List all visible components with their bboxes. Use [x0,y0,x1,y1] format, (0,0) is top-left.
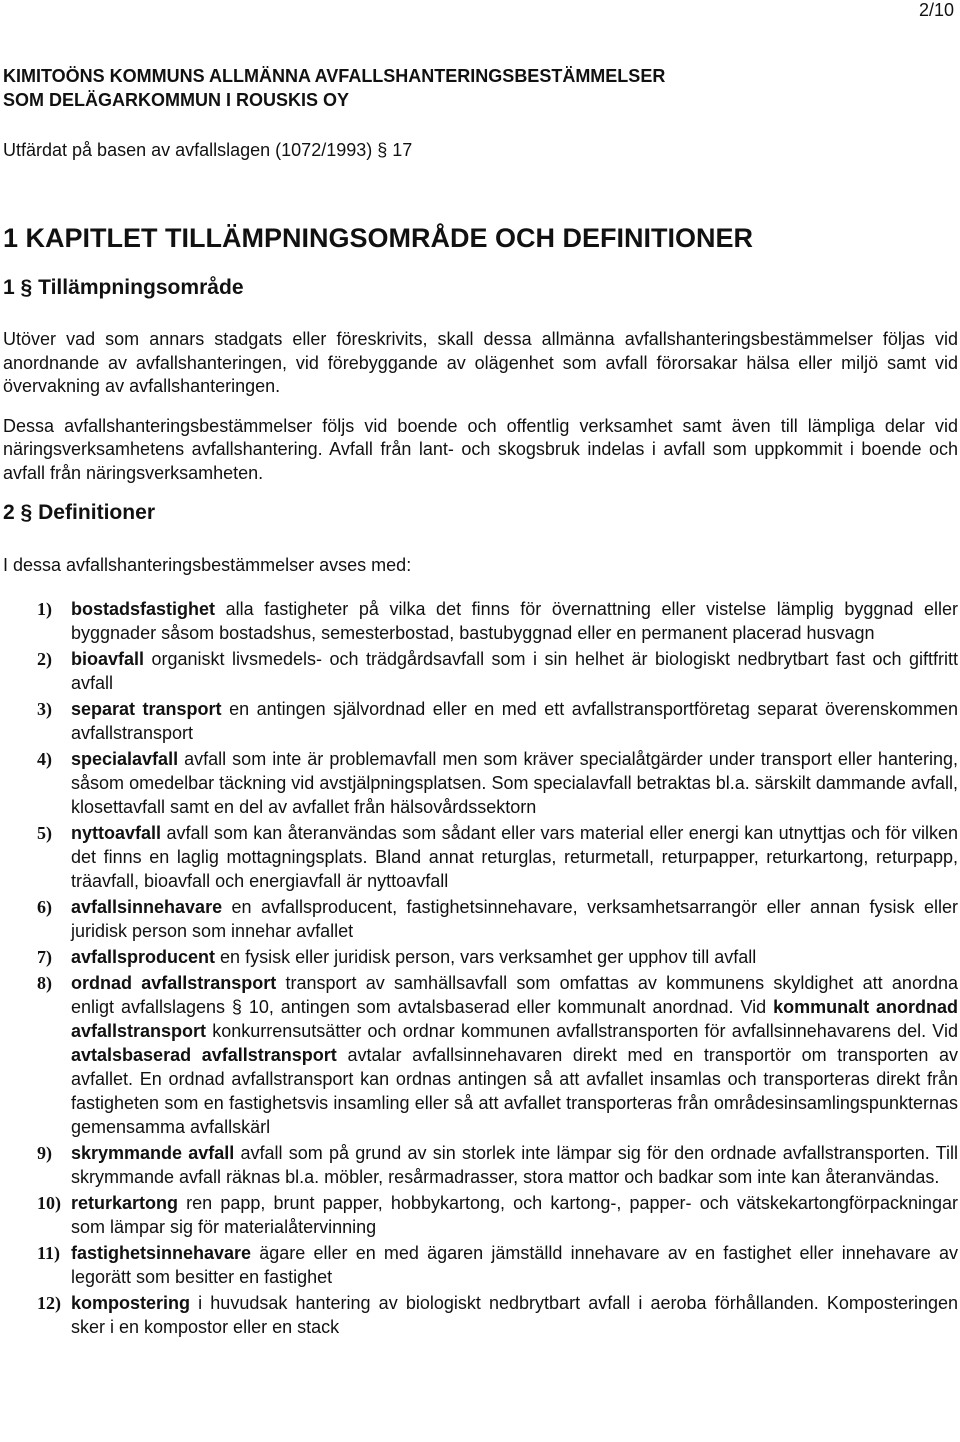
definition-number: 2) [37,649,52,669]
definition-text: alla fastigheter på vilka det finns för övernattning eller vistelse lämplig byggnad eller byggnader såsom bostadshus, semesterbostad, bastubyggnad eller en permanent placerad husvagn [71,599,958,643]
definition-number: 12) [37,1293,61,1313]
definition-text: en antingen självordnad eller en med ett avfallstransportföretag separat överenskommen avfallstransport [71,699,959,743]
definition-text: transport av samhällsavfall som omfattas av kommunens skyldighet att anordna enligt avfallslagens § 10, antingen som avtalsbaserad eller kommunalt anordnad. [71,973,958,1017]
definition-item [3,597,958,645]
definition-item [3,821,958,893]
definition-item [3,697,958,745]
definition-item [3,895,958,943]
definition-number: 8) [37,973,52,993]
section-2-intro: I dessa avfallshanteringsbestämmelser avses med: [3,555,412,575]
definition-item [3,945,958,969]
issued-statement: Utfärdat på basen av avfallslagen (1072/1993) § 17 [3,140,413,160]
definition-number: 6) [37,897,52,917]
definition-term: separat transport [71,699,222,719]
definition-text: en fysisk eller juridisk person, vars verksamhet ger upphov till avfall [215,947,757,967]
definition-item [3,1241,958,1289]
definition-text: avfall som på grund av sin storlek inte lämpar sig för den ordnade avfallstransporten. Till skrymmande avfall räknas bl.a. möbler, resårmadrasser, stora mattor och badkar som inte kan återanvändas. [71,1143,958,1187]
definition-term: kompostering [71,1293,191,1313]
definition-item [3,647,958,695]
definition-item [3,1291,958,1339]
definition-term: kommunalt anordnad avfallstransport [71,997,959,1041]
document-title [3,64,958,112]
definition-item [3,747,958,819]
page-number: 2/10 [918,0,954,20]
definition-term: fastighetsinnehavare [71,1243,252,1263]
definition-term: returkartong [71,1193,179,1213]
definition-term: avfallsinnehavare [71,897,223,917]
definition-term: bostadsfastighet [71,599,216,619]
section-1-paragraph-2: Dessa avfallshanteringsbestämmelser följs vid boende och offentlig verksamhet samt även till lämpliga delar vid näringsverksamhetens avfallshantering. Avfall från lant- och skogsbruk indelas i avfall som uppkommit i boende och avfall från näringsverksamheten. [3,415,958,483]
definition-term: bioavfall [71,649,145,669]
definition-text: avfall som inte är problemavfall men som kräver specialåtgärder under transport eller hantering, såsom omedelbar täckning vid avstjälpningsplatsen. Som specialavfall betraktas bl.a. särskilt dammande avfall, klosettavfall samt en del av avfallet från hälsovårdssektorn [71,749,958,817]
definition-term: ordnad avfallstransport [71,973,277,993]
definition-item [3,1141,958,1189]
definition-term: specialavfall [71,749,179,769]
definition-number: 10) [37,1193,61,1213]
document-body [3,64,958,1341]
definition-term: nyttoavfall [71,823,162,843]
definition-number: 9) [37,1143,52,1163]
definitions-list [3,597,958,1339]
section-1-heading: 1 § Tillämpningsområde [3,276,244,299]
definition-number: 11) [37,1243,61,1263]
title-line-1: KIMITOÖNS KOMMUNS ALLMÄNNA AVFALLSHANTERINGSBESTÄMMELSER [3,66,666,86]
definition-item [3,971,958,1139]
definition-text: avfall som kan återanvändas som sådant eller vars material eller energi kan utnyttjas och för vilken det finns en laglig mottagningsplats. Bland annat returglas, returmetall, returpapper, returkartong, returpapp, träavfall, bioavfall och energiavfall är nyttoavfall [71,823,958,891]
definition-number: 7) [37,947,52,967]
definition-text: ägare eller en med ägaren jämställd innehavare av en fastighet eller innehavare av legorätt som besitter en fastighet [71,1243,958,1287]
definition-item [3,1191,958,1239]
definition-term: avtalsbaserad avfallstransport [71,1045,337,1065]
definition-text: organiskt livsmedels- och trädgårdsavfall som i sin helhet är biologiskt nedbrytbart fast och giftfritt avfall [71,649,958,693]
title-line-2: SOM DELÄGARKOMMUN I ROUSKIS OY [3,90,350,110]
definition-text: konkurrensutsätter och ordnar kommunen avfallstransporten för avfallsinnehavarens del. Vid [206,1021,958,1041]
section-2-heading: 2 § Definitioner [3,501,156,524]
definition-number: 1) [37,599,52,619]
definition-text: en avfallsproducent, fastighetsinnehavare, verksamhetsarrangör eller annan fysisk eller juridisk person som innehar avfallet [71,897,958,941]
definition-text: avtalar avfallsinnehavaren direkt med en transportör om transporten av avfallet. En ordnad avfallstransport kan ordnas antingen så att avfallet insamlas och transporteras direkt från fastigheten som en fastighetsvis insamling eller så att avfallet transporteras från områdesinsamlingspunkternas gemensamma avfallskärl [71,1045,958,1137]
definition-text: i huvudsak hantering av biologiskt nedbrytbart avfall i aeroba förhållanden. Komposteringen sker i en kompostor eller en stack [71,1293,958,1337]
definition-text: Vid [733,997,774,1017]
definition-text: ren papp, brunt papper, hobbykartong, och kartong-, papper- och vätskekartongförpackningar som lämpar sig för materialåtervinning [71,1193,958,1237]
section-1-paragraph-1: Utöver vad som annars stadgats eller föreskrivits, skall dessa allmänna avfallshanteringsbestämmelser följas vid anordnande av avfallshanteringen, vid förebyggande av olägenhet som avfall förorsakar hälsa eller miljö samt vid övervakning av avfallshanteringen. [3,329,958,396]
definition-term: skrymmande avfall [71,1143,235,1163]
definition-term: avfallsproducent [71,947,216,967]
chapter-heading: 1 KAPITLET TILLÄMPNINGSOMRÅDE OCH DEFINITIONER [3,223,754,253]
definition-number: 5) [37,823,52,843]
definition-number: 3) [37,699,52,719]
definition-number: 4) [37,749,52,769]
